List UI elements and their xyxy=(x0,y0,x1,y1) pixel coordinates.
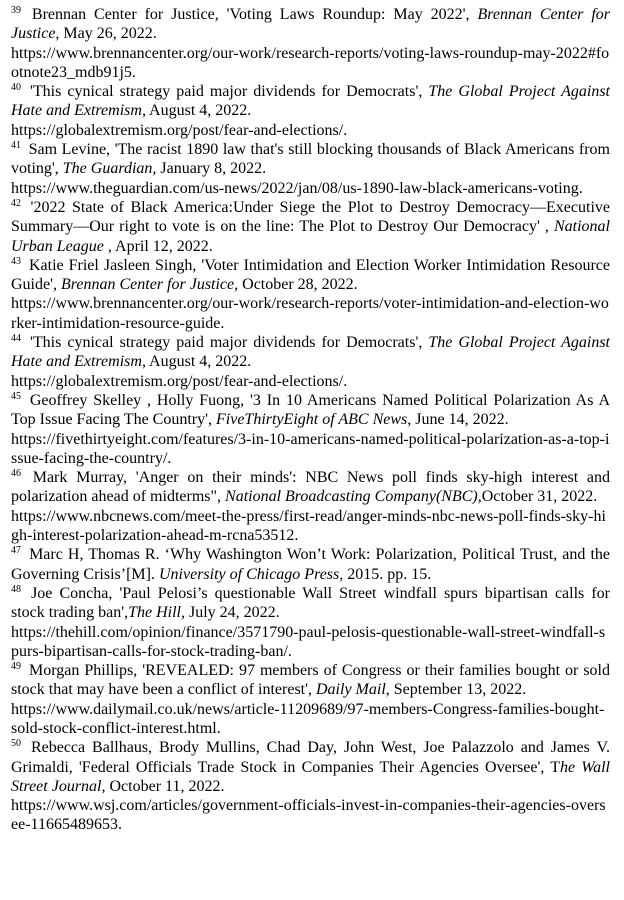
source-title: The Guardian, xyxy=(62,160,157,178)
source-title: National Urban League xyxy=(11,218,610,255)
footnote-text: Marc H, Thomas R. ‘Why Washington Won’t Work: Polarization, Political Trust, and the Governing Crisis’[M]. xyxy=(11,546,610,583)
footnote-44 xyxy=(11,333,610,391)
footnote-url: https://www.brennancenter.org/our-work/research-reports/voting-laws-roundup-may-2022#footnote23_mdb91j5. xyxy=(11,44,610,81)
source-title: The Hill, xyxy=(128,604,185,622)
footnote-url: https://globalextremism.org/post/fear-and-elections/. xyxy=(11,372,348,390)
footnote-text: Rebecca Ballhaus, Brody Mullins, Chad Day, John West, Joe Palazzolo and James V. Grimaldi, 'Federal Officials Trade Stock in Companies Their Agencies Oversee', T xyxy=(11,739,610,776)
footnote-40 xyxy=(11,82,610,140)
footnote-45 xyxy=(11,391,610,468)
footnote-url: https://www.theguardian.com/us-news/2022/jan/08/us-1890-law-black-americans-voting. xyxy=(11,179,583,197)
footnote-number: 39 xyxy=(11,4,21,16)
source-title: The Global Project Against Hate and Extremism, xyxy=(11,83,610,120)
footnote-number: 46 xyxy=(11,467,21,479)
source-title: Brennan Center for Justice, xyxy=(11,6,610,43)
footnote-number: 50 xyxy=(11,737,21,749)
footnote-41 xyxy=(11,140,610,198)
footnote-text: May 26, 2022. xyxy=(59,25,157,43)
footnote-text: Morgan Phillips, 'REVEALED: 97 members of Congress or their families bought or sold stock that may have been a conflict of interest', xyxy=(11,662,610,699)
footnote-number: 40 xyxy=(11,81,21,93)
footnote-url: https://www.nbcnews.com/meet-the-press/first-read/anger-minds-nbc-news-poll-finds-sky-high-interest-polarization-ahead-m-rcna53512. xyxy=(11,507,606,545)
footnote-number: 47 xyxy=(11,544,21,556)
footnote-text: January 8, 2022. xyxy=(156,160,267,178)
footnote-50 xyxy=(11,738,610,834)
footnote-text: Katie Friel Jasleen Singh, 'Voter Intimidation and Election Worker Intimidation Resource Guide', xyxy=(11,256,610,294)
footnote-42 xyxy=(11,198,610,256)
footnote-text: , September 13, 2022. xyxy=(385,681,527,699)
footnote-text: 'This cynical strategy paid major dividends for Democrats', xyxy=(24,334,429,352)
footnote-url: https://www.dailymail.co.uk/news/article-11209689/97-members-Congress-families-bought-sold-stock-conflict-interest.html. xyxy=(11,700,605,737)
footnote-url: https://thehill.com/opinion/finance/3571790-paul-pelosis-questionable-wall-street-windfall-spurs-bipartisan-calls-for-stock-trading-ban/. xyxy=(11,623,606,660)
footnote-text: June 14, 2022. xyxy=(411,411,509,429)
footnote-text: July 24, 2022. xyxy=(184,604,280,622)
source-title: Daily Mail xyxy=(316,681,386,699)
footnote-url: https://www.brennancenter.org/our-work/research-reports/voter-intimidation-and-election-worker-intimidation-resource-guide. xyxy=(11,295,609,332)
source-title: he Wall Street Journal, xyxy=(11,758,611,795)
footnote-47 xyxy=(11,545,610,584)
footnote-text: Joe Concha, 'Paul Pelosi’s questionable Wall Street windfall spurs bipartisan calls for stock trading ban', xyxy=(11,584,610,622)
footnote-49 xyxy=(11,661,610,738)
footnote-number: 43 xyxy=(11,255,21,267)
footnote-text: Sam Levine, 'The racist 1890 law that's still blocking thousands of Black Americans from voting', xyxy=(11,141,610,178)
footnote-number: 42 xyxy=(11,197,21,209)
footnote-text: Geoffrey Skelley , Holly Fuong, '3 In 10 Americans Named Political Polarization As A Top Issue Facing The Country', xyxy=(11,391,610,429)
source-title: Brennan Center for Justice, xyxy=(60,276,239,294)
footnote-number: 48 xyxy=(11,583,21,595)
footnote-48 xyxy=(11,584,610,661)
footnote-text: August 4, 2022. xyxy=(145,102,252,120)
footnote-text: '2022 State of Black America:Under Siege the Plot to Destroy Democracy—Executive Summary—Our right to vote is on the line: The Plot to Destroy Our Democracy' , xyxy=(11,198,610,236)
footnote-text: October 31, 2022. xyxy=(481,488,598,506)
footnote-number: 45 xyxy=(11,390,21,402)
footnote-text: 'This cynical strategy paid major dividends for Democrats', xyxy=(24,83,429,101)
footnote-number: 49 xyxy=(11,660,21,672)
source-title: University of Chicago Press xyxy=(158,565,340,583)
footnote-url: https://fivethirtyeight.com/features/3-in-10-americans-named-political-polarization-as-a-top-issue-facing-the-country/. xyxy=(11,430,610,467)
source-title: FiveThirtyEight of ABC News, xyxy=(216,411,412,429)
footnote-text: Brennan Center for Justice, 'Voting Laws Roundup: May 2022', xyxy=(24,6,478,23)
footnote-text: , April 12, 2022. xyxy=(103,237,213,255)
footnote-text: August 4, 2022. xyxy=(145,353,252,371)
footnote-46 xyxy=(11,468,610,545)
footnote-number: 44 xyxy=(11,332,21,344)
footnote-number: 41 xyxy=(11,139,21,151)
footnote-url: https://www.wsj.com/articles/government-officials-invest-in-companies-their-agencies-oversee-11665489653. xyxy=(11,797,606,834)
footnote-text: October 11, 2022. xyxy=(105,777,225,795)
source-title: The Global Project Against Hate and Extremism, xyxy=(11,334,610,371)
footnote-text: October 28, 2022. xyxy=(238,276,358,294)
footnote-39 xyxy=(11,5,610,82)
footnote-text: , 2015. pp. 15. xyxy=(339,565,432,583)
source-title: National Broadcasting Company(NBC), xyxy=(225,488,482,506)
footnote-43 xyxy=(11,256,610,333)
footnote-url: https://globalextremism.org/post/fear-and-elections/. xyxy=(11,121,348,139)
footnotes-list xyxy=(11,5,610,835)
footnote-text: Mark Murray, 'Anger on their minds': NBC News poll finds sky-high interest and polarization ahead of midterms", xyxy=(11,469,610,506)
